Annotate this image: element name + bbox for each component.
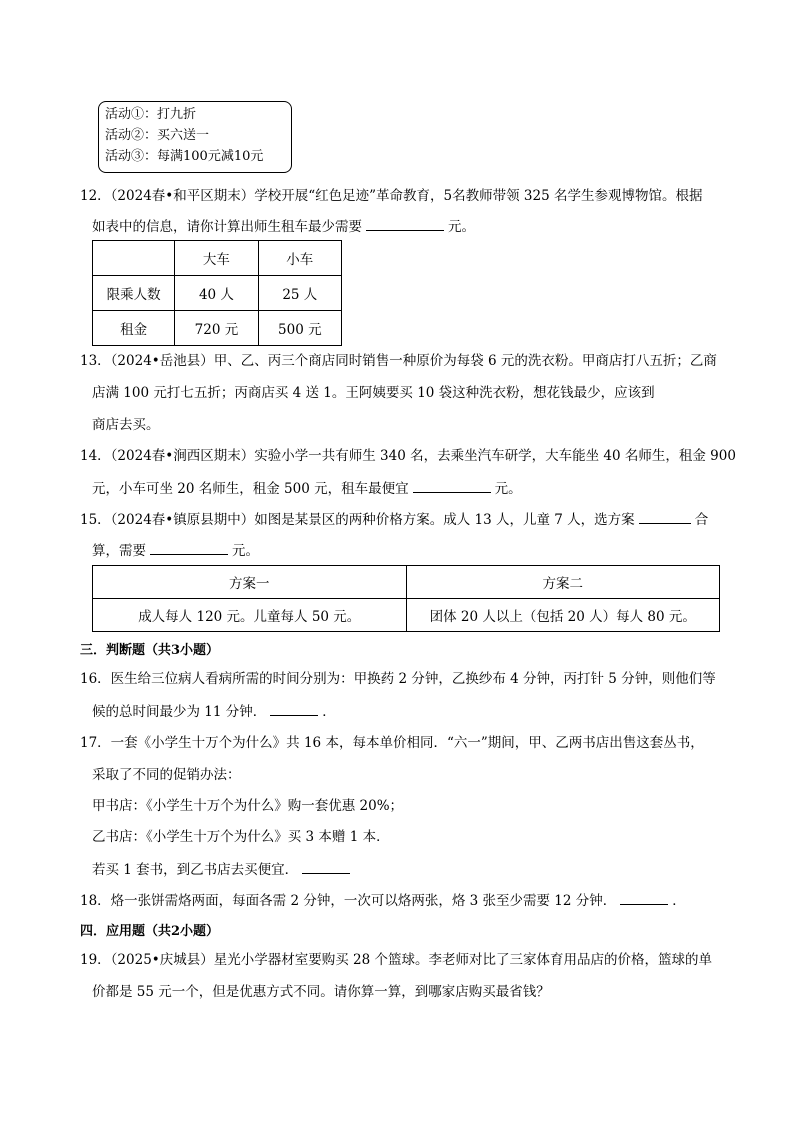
promo-line-3: 活动③：每满100元减10元 (105, 149, 264, 164)
q15-plan1-header: 方案一 (93, 566, 407, 599)
q15-plan2-detail: 团体 20 人以上（包括 20 人）每人 80 元。 (406, 599, 720, 632)
q16-line2-suffix: ． (322, 704, 336, 720)
promo-line-2: 活动②：买六送一 (105, 128, 210, 143)
q12-table-cell: 40 人 (175, 276, 258, 311)
q14-line2-suffix: 元。 (494, 481, 522, 497)
q17-line3: 甲书店：《小学生十万个为什么》购一套优惠 20%； (92, 798, 404, 814)
q16-line1: 16．医生给三位病人看病所需的时间分别为：甲换药 2 分钟，乙换纱布 4 分钟，丙打针 5 分钟，则他们等 (80, 671, 716, 687)
q19-line1: 19．（2025•庆城县）星光小学器材室要购买 28 个篮球。李老师对比了三家体育用品店的价格，篮球的单 (80, 952, 713, 968)
q12-line2-text: 如表中的信息，请你计算出师生租车最少需要 (92, 219, 362, 235)
q16-judge-blank[interactable] (270, 701, 318, 716)
q17-judge-blank[interactable] (302, 859, 350, 874)
q13-line1: 13．（2024•岳池县）甲、乙、丙三个商店同时销售一种原价为每袋 6 元的洗衣粉。甲商店打八五折；乙商 (80, 353, 717, 369)
q12-table-cell: 租金 (93, 311, 175, 346)
q18-judge-blank[interactable] (620, 890, 668, 905)
q13-line2: 店满 100 元打七五折；丙商店买 4 送 1。王阿姨要买 10 袋这种洗衣粉，想花钱最少，应该到 (92, 385, 655, 401)
promotion-box (98, 101, 292, 173)
q18-line1-suffix: ． (672, 893, 686, 909)
q12-table-cell: 限乘人数 (93, 276, 175, 311)
q14-answer-blank[interactable] (413, 478, 491, 493)
q19-line2: 价都是 55 元一个，但是优惠方式不同。请你算一算，到哪家店购买最省钱？ (92, 984, 550, 1000)
q15-line1-suffix: 合 (694, 512, 709, 528)
section-4-title: 四．应用题（共2小题） (80, 924, 220, 939)
q12-table-cell: 720 元 (175, 311, 258, 346)
q14-line2 (92, 478, 522, 499)
q15-line1 (80, 509, 708, 530)
q16-line2-text: 候的总时间最少为 11 分钟． (92, 704, 267, 720)
q17-line1: 17．一套《小学生十万个为什么》共 16 本，每本单价相同．“六一”期间，甲、乙两书店出售这套丛书， (80, 735, 704, 751)
q12-table-header-small: 小车 (258, 241, 341, 276)
q18-line1-text: 18．烙一张饼需烙两面，每面各需 2 分钟，一次可以烙两张，烙 3 张至少需要 12 分钟． (80, 893, 617, 909)
section-3-title: 三．判断题（共3小题） (80, 643, 220, 658)
q15-line2-text: 算，需要 (92, 543, 146, 559)
q12-line2-suffix: 元。 (448, 219, 475, 235)
q15-plan2-header: 方案二 (406, 566, 720, 599)
q15-line2-suffix: 元。 (232, 543, 259, 559)
q16-line2 (92, 701, 336, 722)
q12-table-header-big: 大车 (175, 241, 258, 276)
q15-table (92, 565, 720, 632)
q17-line5-text: 若买 1 套书，到乙书店去买便宜． (92, 862, 299, 878)
promo-line-1: 活动①：打九折 (105, 107, 197, 122)
q17-line2: 采取了不同的促销办法： (92, 767, 241, 783)
q15-plan1-detail: 成人每人 120 元。儿童每人 50 元。 (93, 599, 407, 632)
q17-line4: 乙书店：《小学生十万个为什么》买 3 本赠 1 本． (92, 829, 390, 845)
q18-line1 (80, 890, 686, 911)
q12-line2 (92, 216, 475, 237)
q15-cost-blank[interactable] (150, 540, 228, 555)
q15-line2 (92, 540, 259, 561)
q17-line5 (92, 859, 354, 880)
q13-line3: 商店去买。 (92, 417, 160, 433)
q12-table-cell: 25 人 (258, 276, 341, 311)
q14-line2-text: 元，小车可坐 20 名师生，租金 500 元，租车最便宜 (92, 481, 409, 497)
q12-table (92, 240, 342, 346)
q15-line1-text: 15．（2024春•镇原县期中）如图是某景区的两种价格方案。成人 13 人，儿童 7 人，选方案 (80, 512, 635, 528)
q12-table-corner (93, 241, 175, 276)
q12-answer-blank[interactable] (366, 216, 444, 231)
q12-line1: 12．（2024春•和平区期末）学校开展“红色足迹”革命教育，5名教师带领 325 名学生参观博物馆。根据 (80, 188, 703, 204)
q12-table-cell: 500 元 (258, 311, 341, 346)
q15-plan-blank[interactable] (639, 509, 691, 524)
q14-line1: 14．（2024春•涧西区期末）实验小学一共有师生 340 名，去乘坐汽车研学，大车能坐 40 名师生，租金 900 (80, 448, 736, 464)
